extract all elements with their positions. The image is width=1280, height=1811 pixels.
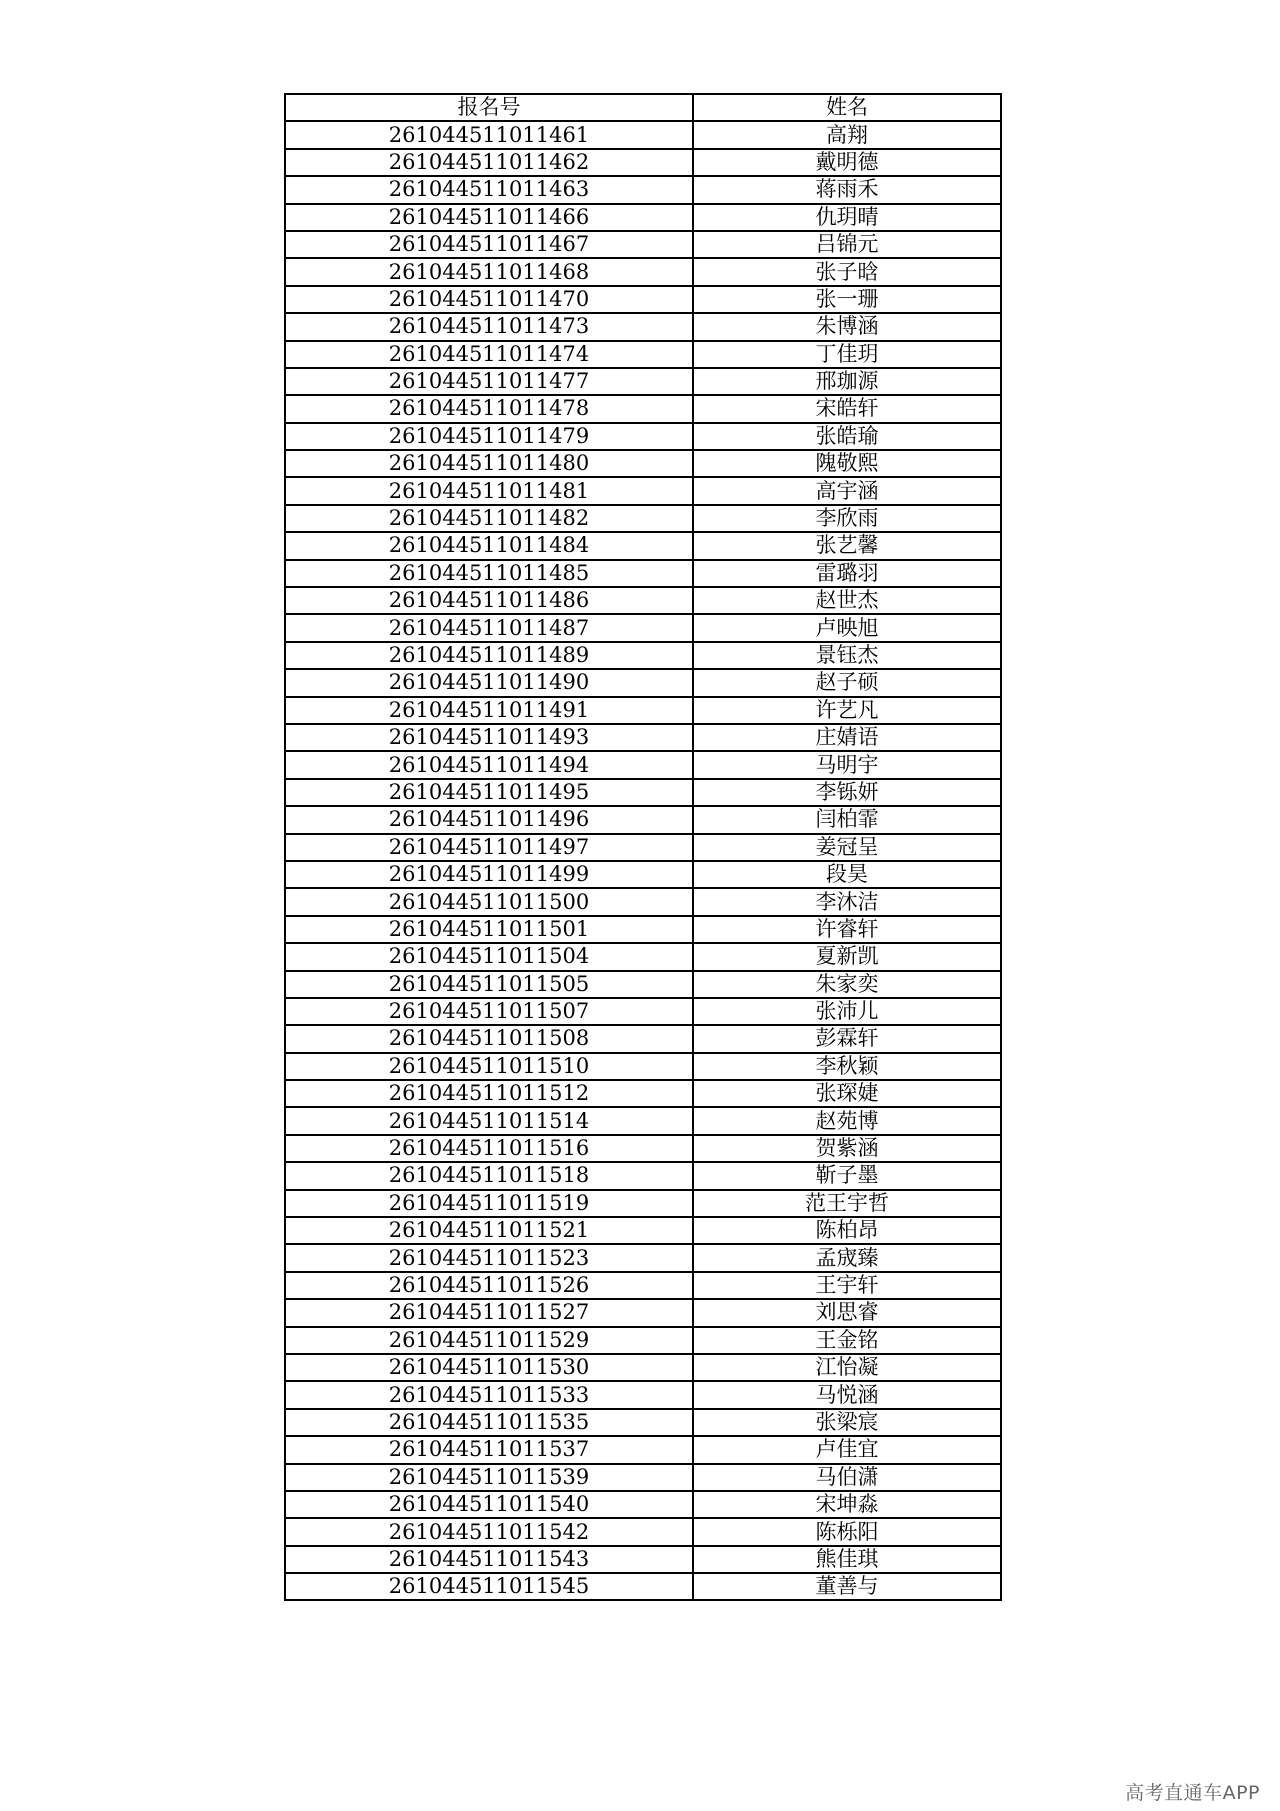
table-row <box>285 943 1001 970</box>
registration-number-cell: 261044511011512 <box>285 1080 693 1107</box>
name-cell: 范王宇哲 <box>693 1190 1001 1217</box>
table-row <box>285 121 1001 148</box>
registration-number-cell: 261044511011521 <box>285 1217 693 1244</box>
header-name: 姓名 <box>693 94 1001 121</box>
name-cell: 许艺凡 <box>693 697 1001 724</box>
name-cell: 赵世杰 <box>693 587 1001 614</box>
name-cell: 王宇轩 <box>693 1272 1001 1299</box>
table-row <box>285 1518 1001 1545</box>
name-cell: 李秋颖 <box>693 1053 1001 1080</box>
registration-number-cell: 261044511011540 <box>285 1491 693 1518</box>
registration-number-cell: 261044511011519 <box>285 1190 693 1217</box>
name-cell: 马明宇 <box>693 751 1001 778</box>
registration-number-cell: 261044511011479 <box>285 423 693 450</box>
table-row <box>285 395 1001 422</box>
registration-number-cell: 261044511011510 <box>285 1053 693 1080</box>
registration-number-cell: 261044511011501 <box>285 916 693 943</box>
name-cell: 夏新凯 <box>693 943 1001 970</box>
registration-number-cell: 261044511011487 <box>285 614 693 641</box>
registration-number-cell: 261044511011473 <box>285 313 693 340</box>
table-row <box>285 998 1001 1025</box>
registration-number-cell: 261044511011539 <box>285 1464 693 1491</box>
registration-number-cell: 261044511011467 <box>285 231 693 258</box>
name-cell: 朱博涵 <box>693 313 1001 340</box>
table-row <box>285 258 1001 285</box>
name-cell: 张梁宸 <box>693 1409 1001 1436</box>
table-row <box>285 1217 1001 1244</box>
table-row <box>285 204 1001 231</box>
registration-number-cell: 261044511011491 <box>285 697 693 724</box>
registration-number-cell: 261044511011493 <box>285 724 693 751</box>
table-row <box>285 642 1001 669</box>
table-row <box>285 1573 1001 1600</box>
table-row <box>285 1409 1001 1436</box>
name-cell: 张一珊 <box>693 286 1001 313</box>
name-cell: 庄婧语 <box>693 724 1001 751</box>
name-cell: 马悦涵 <box>693 1381 1001 1408</box>
table-row <box>285 1354 1001 1381</box>
registration-number-cell: 261044511011543 <box>285 1546 693 1573</box>
registration-number-cell: 261044511011535 <box>285 1409 693 1436</box>
name-cell: 邢珈源 <box>693 368 1001 395</box>
registration-number-cell: 261044511011477 <box>285 368 693 395</box>
name-cell: 吕锦元 <box>693 231 1001 258</box>
watermark-text: 高考直通车APP <box>1125 1782 1260 1804</box>
table-row <box>285 614 1001 641</box>
name-cell: 李欣雨 <box>693 505 1001 532</box>
table-row <box>285 1327 1001 1354</box>
table-row <box>285 341 1001 368</box>
table-row <box>285 1272 1001 1299</box>
table-body <box>285 121 1001 1600</box>
table-row <box>285 669 1001 696</box>
table-row <box>285 697 1001 724</box>
registration-number-cell: 261044511011490 <box>285 669 693 696</box>
name-cell: 王金铭 <box>693 1327 1001 1354</box>
registration-number-cell: 261044511011533 <box>285 1381 693 1408</box>
registration-number-cell: 261044511011470 <box>285 286 693 313</box>
table-row <box>285 1135 1001 1162</box>
name-cell: 蒋雨禾 <box>693 176 1001 203</box>
name-cell: 朱家奕 <box>693 971 1001 998</box>
registration-number-cell: 261044511011474 <box>285 341 693 368</box>
registration-number-cell: 261044511011495 <box>285 779 693 806</box>
name-cell: 隗敬熙 <box>693 450 1001 477</box>
table-row <box>285 450 1001 477</box>
registration-number-cell: 261044511011500 <box>285 888 693 915</box>
registration-number-cell: 261044511011514 <box>285 1107 693 1134</box>
name-cell: 贺紫涵 <box>693 1135 1001 1162</box>
name-cell: 景钰杰 <box>693 642 1001 669</box>
registration-number-cell: 261044511011537 <box>285 1436 693 1463</box>
registration-number-cell: 261044511011480 <box>285 450 693 477</box>
registration-number-cell: 261044511011530 <box>285 1354 693 1381</box>
table-row <box>285 1025 1001 1052</box>
registration-number-cell: 261044511011518 <box>285 1162 693 1189</box>
header-registration-number: 报名号 <box>285 94 693 121</box>
name-cell: 刘思睿 <box>693 1299 1001 1326</box>
registration-number-cell: 261044511011497 <box>285 834 693 861</box>
registration-number-cell: 261044511011507 <box>285 998 693 1025</box>
table-row <box>285 1436 1001 1463</box>
table-row <box>285 724 1001 751</box>
name-cell: 张子晗 <box>693 258 1001 285</box>
table-row <box>285 1546 1001 1573</box>
registration-number-cell: 261044511011529 <box>285 1327 693 1354</box>
table-row <box>285 1107 1001 1134</box>
name-cell: 董善与 <box>693 1573 1001 1600</box>
name-cell: 闫柏霏 <box>693 806 1001 833</box>
name-cell: 彭霖轩 <box>693 1025 1001 1052</box>
table-row <box>285 423 1001 450</box>
name-cell: 张沛儿 <box>693 998 1001 1025</box>
name-cell: 陈柏昂 <box>693 1217 1001 1244</box>
table-row <box>285 861 1001 888</box>
table-row <box>285 779 1001 806</box>
registration-number-cell: 261044511011486 <box>285 587 693 614</box>
table-row <box>285 1162 1001 1189</box>
name-cell: 马伯潇 <box>693 1464 1001 1491</box>
name-cell: 靳子墨 <box>693 1162 1001 1189</box>
name-cell: 段昊 <box>693 861 1001 888</box>
name-cell: 赵子硕 <box>693 669 1001 696</box>
name-cell: 孟宬臻 <box>693 1244 1001 1271</box>
table-row <box>285 286 1001 313</box>
name-cell: 江怡凝 <box>693 1354 1001 1381</box>
registration-number-cell: 261044511011499 <box>285 861 693 888</box>
registration-number-cell: 261044511011461 <box>285 121 693 148</box>
name-cell: 张皓瑜 <box>693 423 1001 450</box>
registration-number-cell: 261044511011463 <box>285 176 693 203</box>
registration-number-cell: 261044511011504 <box>285 943 693 970</box>
table-row <box>285 1464 1001 1491</box>
name-cell: 高翔 <box>693 121 1001 148</box>
table-row <box>285 176 1001 203</box>
table-row <box>285 916 1001 943</box>
registration-number-cell: 261044511011523 <box>285 1244 693 1271</box>
name-cell: 卢映旭 <box>693 614 1001 641</box>
table-row <box>285 1053 1001 1080</box>
registration-table <box>284 93 1002 1601</box>
registration-number-cell: 261044511011527 <box>285 1299 693 1326</box>
table-row <box>285 1244 1001 1271</box>
table-row <box>285 971 1001 998</box>
registration-number-cell: 261044511011496 <box>285 806 693 833</box>
table-row <box>285 806 1001 833</box>
registration-number-cell: 261044511011481 <box>285 477 693 504</box>
name-cell: 李沐洁 <box>693 888 1001 915</box>
table-row <box>285 313 1001 340</box>
table-row <box>285 560 1001 587</box>
registration-number-cell: 261044511011462 <box>285 149 693 176</box>
registration-number-cell: 261044511011505 <box>285 971 693 998</box>
name-cell: 姜冠呈 <box>693 834 1001 861</box>
name-cell: 赵苑博 <box>693 1107 1001 1134</box>
table-row <box>285 532 1001 559</box>
table-row <box>285 587 1001 614</box>
table-row <box>285 1299 1001 1326</box>
table-row <box>285 1381 1001 1408</box>
table-row <box>285 1190 1001 1217</box>
name-cell: 张艺馨 <box>693 532 1001 559</box>
registration-number-cell: 261044511011542 <box>285 1518 693 1545</box>
registration-number-cell: 261044511011516 <box>285 1135 693 1162</box>
registration-number-cell: 261044511011484 <box>285 532 693 559</box>
registration-number-cell: 261044511011526 <box>285 1272 693 1299</box>
registration-number-cell: 261044511011545 <box>285 1573 693 1600</box>
name-cell: 卢佳宜 <box>693 1436 1001 1463</box>
name-cell: 雷璐羽 <box>693 560 1001 587</box>
table-row <box>285 834 1001 861</box>
table-row <box>285 1080 1001 1107</box>
name-cell: 宋坤淼 <box>693 1491 1001 1518</box>
name-cell: 仇玥晴 <box>693 204 1001 231</box>
name-cell: 李铄妍 <box>693 779 1001 806</box>
registration-number-cell: 261044511011508 <box>285 1025 693 1052</box>
registration-number-cell: 261044511011482 <box>285 505 693 532</box>
table-row <box>285 149 1001 176</box>
table-row <box>285 888 1001 915</box>
name-cell: 戴明德 <box>693 149 1001 176</box>
registration-number-cell: 261044511011494 <box>285 751 693 778</box>
table-row <box>285 368 1001 395</box>
table-row <box>285 1491 1001 1518</box>
name-cell: 丁佳玥 <box>693 341 1001 368</box>
registration-number-cell: 261044511011468 <box>285 258 693 285</box>
table-row <box>285 231 1001 258</box>
name-cell: 张琛婕 <box>693 1080 1001 1107</box>
table-row <box>285 477 1001 504</box>
table-row <box>285 505 1001 532</box>
registration-number-cell: 261044511011478 <box>285 395 693 422</box>
name-cell: 宋皓轩 <box>693 395 1001 422</box>
table-header-row <box>285 94 1001 121</box>
name-cell: 许睿轩 <box>693 916 1001 943</box>
name-cell: 陈栎阳 <box>693 1518 1001 1545</box>
table-row <box>285 751 1001 778</box>
name-cell: 熊佳琪 <box>693 1546 1001 1573</box>
name-cell: 高宇涵 <box>693 477 1001 504</box>
registration-number-cell: 261044511011489 <box>285 642 693 669</box>
registration-number-cell: 261044511011466 <box>285 204 693 231</box>
registration-number-cell: 261044511011485 <box>285 560 693 587</box>
